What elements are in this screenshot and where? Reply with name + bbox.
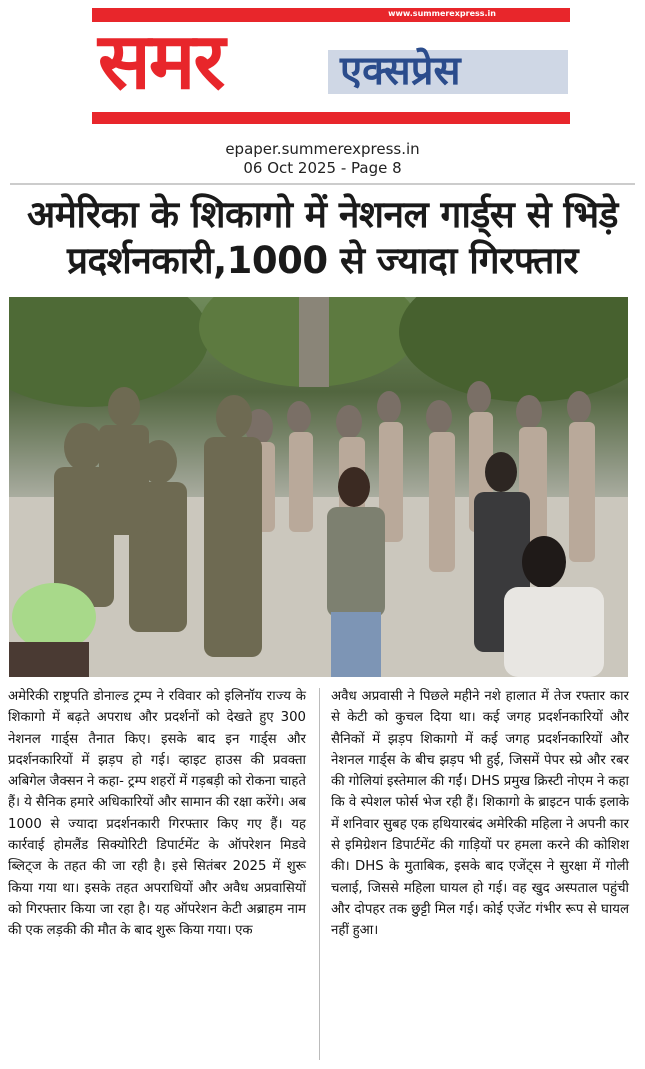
masthead-bottom-bar — [92, 112, 570, 124]
masthead-logo — [92, 8, 570, 126]
article-column-2: अवैध अप्रवासी ने पिछले महीने नशे हालात में तेज रफ्तार कार से केटी को कुचल दिया था। कई जगह प्रदर्शनकारियों और सैनिकों में झड़प शिकागो में कई जगह प्रदर्शनकारियों और नेशनल गार्ड्स के बीच झड़प भी हुई, जिसमें पेपर स्प्रे और रबर की गोलियां इस्तेमाल की गईं। DHS प्रमुख क्रिस्टी नोएम ने कहा कि वे स्पेशल फोर्स भेज रही हैं। शिकागो के ब्राइटन पार्क इलाके में शनिवार सुबह एक हथियारबंद अमेरिकी महिला ने अपनी कार से इमिग्रेशन डिपार्टमेंट की गाड़ियों पर हमला करने की कोशिश की। DHS के मुताबिक, इसके बाद एजेंट्स ने सुरक्षा में गोली चलाई, जिससे महिला घायल हो गई। वह खुद अस्पताल पहुंची और दोपहर तक छुट्टी मिल गई। कोई एजेंट गंभीर रूप से घायल नहीं हुआ। — [331, 689, 629, 939]
edition-date-page: 06 Oct 2025 - Page 8 — [243, 159, 402, 177]
headline-line-1: अमेरिका के शिकागो में नेशनल गार्ड्स से भिड़े — [27, 193, 618, 236]
column-divider — [319, 688, 320, 1060]
masthead-subtitle: एक्सप्रेस — [340, 48, 461, 94]
article-headline — [8, 192, 637, 284]
epaper-site: epaper.summerexpress.in — [225, 140, 420, 158]
headline-line-2: प्रदर्शनकारी,1000 से ज्यादा गिरफ्तार — [66, 239, 579, 282]
masthead-url: www.summerexpress.in — [388, 9, 496, 18]
protest-scene-illustration — [9, 297, 628, 677]
article-column-1: अमेरिकी राष्ट्रपति डोनाल्ड ट्रम्प ने रविवार को इलिनॉय राज्य के शिकागो में बढ़ते अपराध और प्रदर्शनों को देखते हुए 300 नेशनल गार्ड्स तैनात किए। इसके बाद इन गार्ड्स और प्रदर्शनकारियों में झड़प हो गई। व्हाइट हाउस की प्रवक्ता अबिगेल जैक्सन ने कहा- ट्रम्प शहरों में गड़बड़ी को रोकना चाहते हैं। ये सैनिक हमारे अधिकारियों और सामान की रक्षा करेंगे। अब 1000 से ज्यादा प्रदर्शनकारी गिरफ्तार किए गए हैं। यह कार्रवाई होमलैंड सिक्योरिटी डिपार्टमेंट के ऑपरेशन मिडवे ब्लिट्ज के तहत की जा रही है। इसे सितंबर 2025 में शुरू किया गया था। इसके तहत अपराधियों और अवैध अप्रवासियों को गिरफ्तार किया जा रहा है। यह ऑपरेशन केटी अब्राहम नाम की एक लड़की की मौत के बाद शुरू किया गया। एक — [8, 689, 306, 939]
masthead-brand: समर — [98, 17, 224, 107]
header-divider — [10, 183, 635, 185]
news-photo — [9, 297, 628, 677]
